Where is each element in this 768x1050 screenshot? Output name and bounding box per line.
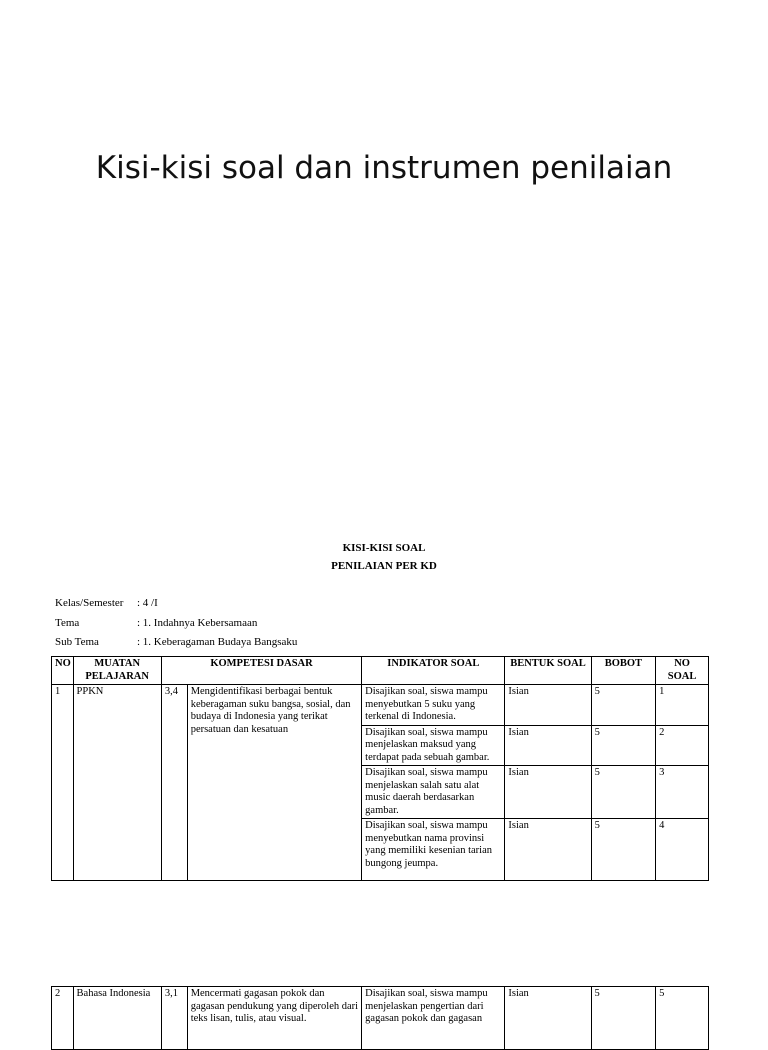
kisi-kisi-table (51, 656, 709, 881)
header-kompetensi-dasar: KOMPETESI DASAR (161, 657, 361, 685)
document-subheading: PENILAIAN PER KD (331, 560, 437, 572)
document-heading: KISI-KISI SOAL (342, 542, 426, 554)
cell-no-soal: 1 (656, 685, 709, 726)
cell-no-soal: 5 (656, 987, 709, 1050)
cell-muatan: PPKN (73, 685, 161, 881)
meta-label: Tema (55, 617, 80, 629)
table-row (52, 685, 709, 726)
cell-kd-number: 3,1 (161, 987, 187, 1050)
cell-indikator: Disajikan soal, siswa mampu menyebutkan 5 suku yang terkenal di Indonesia. (362, 685, 505, 726)
meta-label: Kelas/Semester (55, 597, 124, 609)
cell-bobot: 5 (591, 725, 656, 766)
cell-indikator: Disajikan soal, siswa mampu menjelaskan salah satu alat music daerah berdasarkan gambar. (362, 766, 505, 819)
cell-bentuk: Isian (505, 725, 591, 766)
cell-no-soal: 4 (656, 819, 709, 881)
cell-bentuk: Isian (505, 766, 591, 819)
header-muatan-pelajaran: MUATAN PELAJARAN (73, 657, 161, 685)
header-bobot: BOBOT (591, 657, 656, 685)
meta-value: : 1. Indahnya Kebersamaan (137, 617, 258, 629)
meta-value: : 1. Keberagaman Budaya Bangsaku (137, 636, 298, 648)
table-header-row (52, 657, 709, 685)
header-indikator-soal: INDIKATOR SOAL (362, 657, 505, 685)
cell-bentuk: Isian (505, 685, 591, 726)
cell-bentuk: Isian (505, 819, 591, 881)
meta-sub-tema (55, 636, 297, 648)
cell-bentuk: Isian (505, 987, 591, 1050)
cell-indikator: Disajikan soal, siswa mampu menjelaskan pengertian dari gagasan pokok dan gagasan (362, 987, 505, 1050)
cell-no: 2 (52, 987, 74, 1050)
cell-no: 1 (52, 685, 74, 881)
kisi-kisi-table-continued (51, 986, 709, 1050)
meta-label: Sub Tema (55, 636, 99, 648)
table-row (52, 987, 709, 1050)
cell-bobot: 5 (591, 987, 656, 1050)
cell-indikator: Disajikan soal, siswa mampu menjelaskan maksud yang terdapat pada sebuah gambar. (362, 725, 505, 766)
cell-bobot: 5 (591, 766, 656, 819)
header-bentuk-soal: BENTUK SOAL (505, 657, 591, 685)
cell-bobot: 5 (591, 685, 656, 726)
cell-muatan: Bahasa Indonesia (73, 987, 161, 1050)
cell-indikator: Disajikan soal, siswa mampu menyebutkan nama provinsi yang memiliki kesenian tarian bungong jeumpa. (362, 819, 505, 881)
cell-no-soal: 3 (656, 766, 709, 819)
meta-value: : 4 /I (137, 597, 158, 609)
cell-no-soal: 2 (656, 725, 709, 766)
page-title: Kisi-kisi soal dan instrumen penilaian (95, 150, 673, 186)
cell-kd-number: 3,4 (161, 685, 187, 881)
cell-kompetensi-dasar: Mencermati gagasan pokok dan gagasan pendukung yang diperoleh dari teks lisan, tulis, atau visual. (187, 987, 361, 1050)
cell-bobot: 5 (591, 819, 656, 881)
meta-kelas-semester (55, 597, 158, 609)
header-no: NO (52, 657, 74, 685)
header-no-soal: NO SOAL (656, 657, 709, 685)
meta-tema (55, 617, 257, 629)
cell-kompetensi-dasar: Mengidentifikasi berbagai bentuk keberagaman suku bangsa, sosial, dan budaya di Indonesia yang terikat persatuan dan kesatuan (187, 685, 361, 881)
